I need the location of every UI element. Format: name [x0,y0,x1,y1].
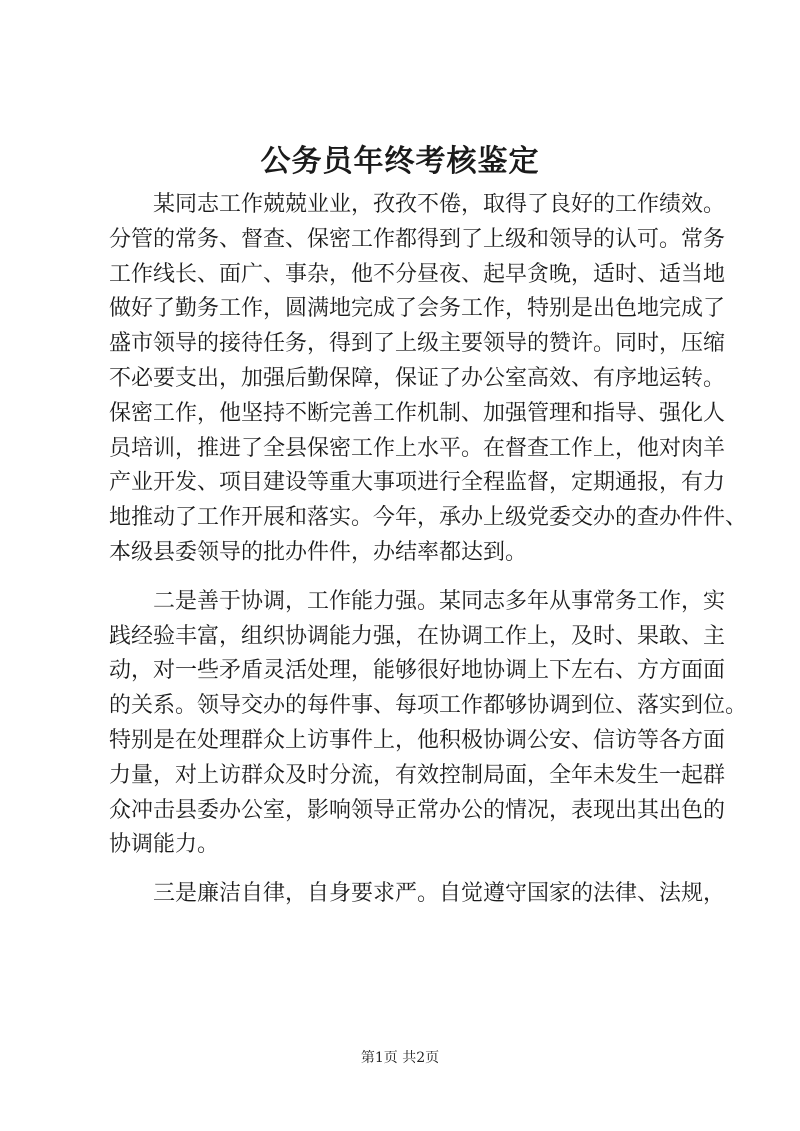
text-line: 工作线长、面广、事杂，他不分昼夜、起早贪晚，适时、适当地 [109,261,726,287]
text-line: 的关系。领导交办的每件事、每项工作都够协调到位、落实到位。 [109,693,748,719]
page-number-footer: 第1页 共2页 [360,1050,440,1066]
text-line: 动，对一些矛盾灵活处理，能够很好地协调上下左右、方方面面 [109,658,726,684]
text-line: 二是善于协调，工作能力强。某同志多年从事常务工作，实 [153,588,726,614]
text-line: 三是廉洁自律，自身要求严。自觉遵守国家的法律、法规， [153,881,726,907]
text-line: 做好了勤务工作，圆满地完成了会务工作，特别是出色地完成了 [109,296,726,322]
text-line: 保密工作，他坚持不断完善工作机制、加强管理和指导、强化人 [109,400,726,426]
text-line: 地推动了工作开展和落实。今年，承办上级党委交办的查办件件、 [109,505,748,531]
document-body [109,188,748,912]
text-line: 本级县委领导的批办件件，办结率都达到。 [109,539,528,565]
text-line: 特别是在处理群众上访事件上，他积极协调公安、信访等各方面 [109,727,726,753]
text-line: 产业开发、项目建设等重大事项进行全程监督，定期通报，有力 [109,470,726,496]
paragraph-2 [109,585,748,863]
text-line: 协调能力。 [109,832,220,858]
text-line: 力量，对上访群众及时分流，有效控制局面，全年未发生一起群 [109,762,726,788]
paragraph-1 [109,188,748,571]
text-line: 员培训，推进了全县保密工作上水平。在督查工作上，他对肉羊 [109,435,726,461]
text-line: 某同志工作兢兢业业，孜孜不倦，取得了良好的工作绩效。 [153,192,726,217]
text-line: 不必要支出，加强后勤保障，保证了办公室高效、有序地运转。 [109,365,726,391]
text-line: 盛市领导的接待任务，得到了上级主要领导的赞许。同时，压缩 [109,331,726,357]
paragraph-3 [109,877,726,912]
text-line: 践经验丰富，组织协调能力强，在协调工作上，及时、果敢、主 [109,623,726,649]
document-title: 公务员年终考核鉴定 [260,144,540,179]
text-line: 众冲击县委办公室，影响领导正常办公的情况，表现出其出色的 [109,797,726,823]
text-line: 分管的常务、督查、保密工作都得到了上级和领导的认可。常务 [109,226,726,252]
